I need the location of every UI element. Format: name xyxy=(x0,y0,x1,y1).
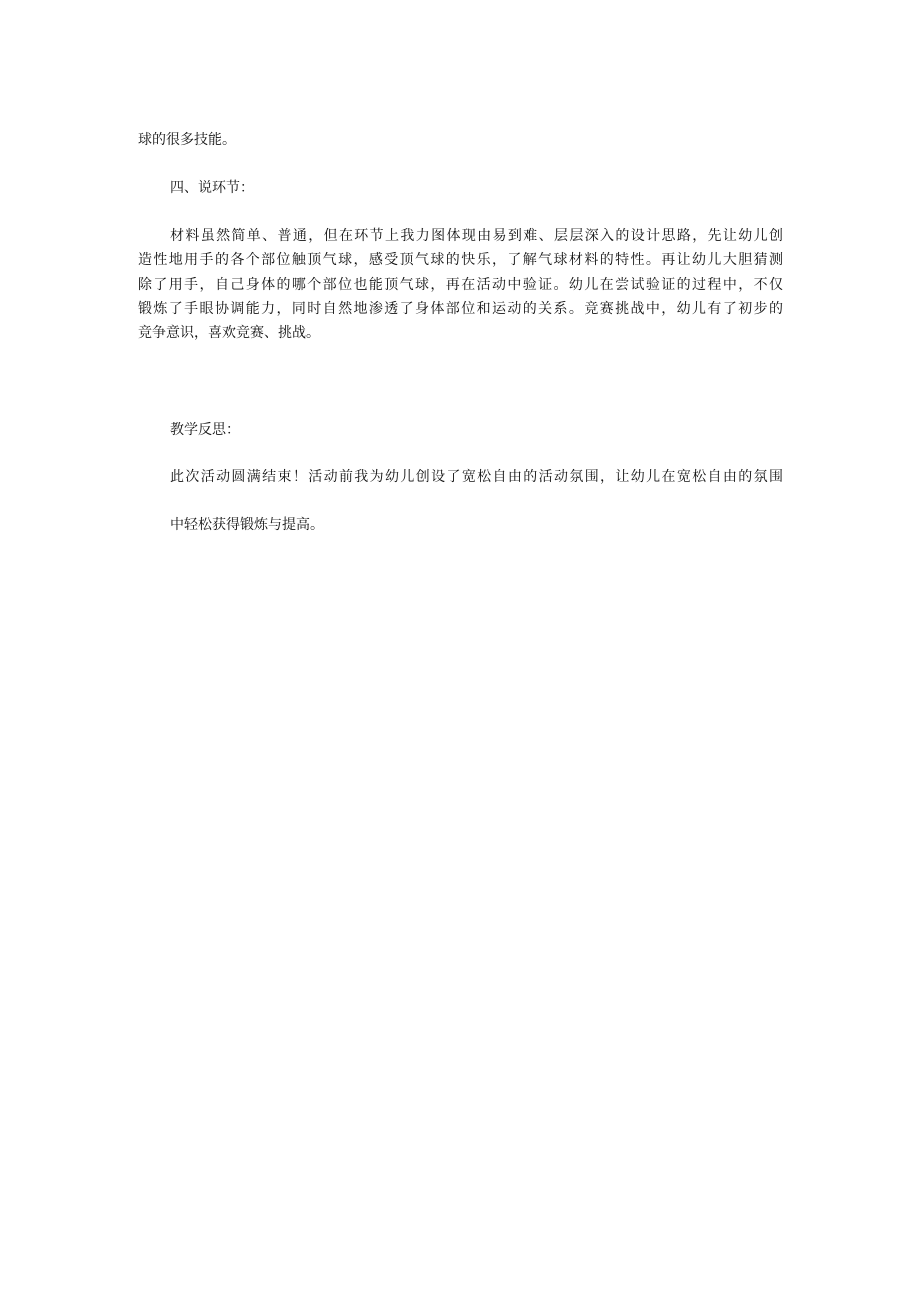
paragraph-line: 材料虽然简单、普通，但在环节上我力图体现由易到难、层层深入的设计思路，先让幼儿创 xyxy=(170,228,783,244)
paragraph-line: 竞争意识，喜欢竞赛、挑战。 xyxy=(138,325,320,341)
reflection-line: 此次活动圆满结束！活动前我为幼儿创设了宽松自由的活动氛围，让幼儿在宽松自由的氛围 xyxy=(170,469,783,485)
paragraph-line: 造性地用手的各个部位触顶气球，感受顶气球的快乐，了解气球材料的特性。再让幼儿大胆猜测 xyxy=(138,252,783,268)
paragraph-line: 锻炼了手眼协调能力，同时自然地渗透了身体部位和运动的关系。竞赛挑战中，幼儿有了初步的 xyxy=(138,301,783,317)
reflection-line: 中轻松获得锻炼与提高。 xyxy=(170,517,324,533)
reflection-heading: 教学反思： xyxy=(170,422,240,438)
continuation-text: 球的很多技能。 xyxy=(138,132,236,148)
section-four-heading: 四、说环节： xyxy=(170,180,254,196)
paragraph-line: 除了用手，自己身体的哪个部位也能顶气球，再在活动中验证。幼儿在尝试验证的过程中，不仅 xyxy=(138,277,783,293)
